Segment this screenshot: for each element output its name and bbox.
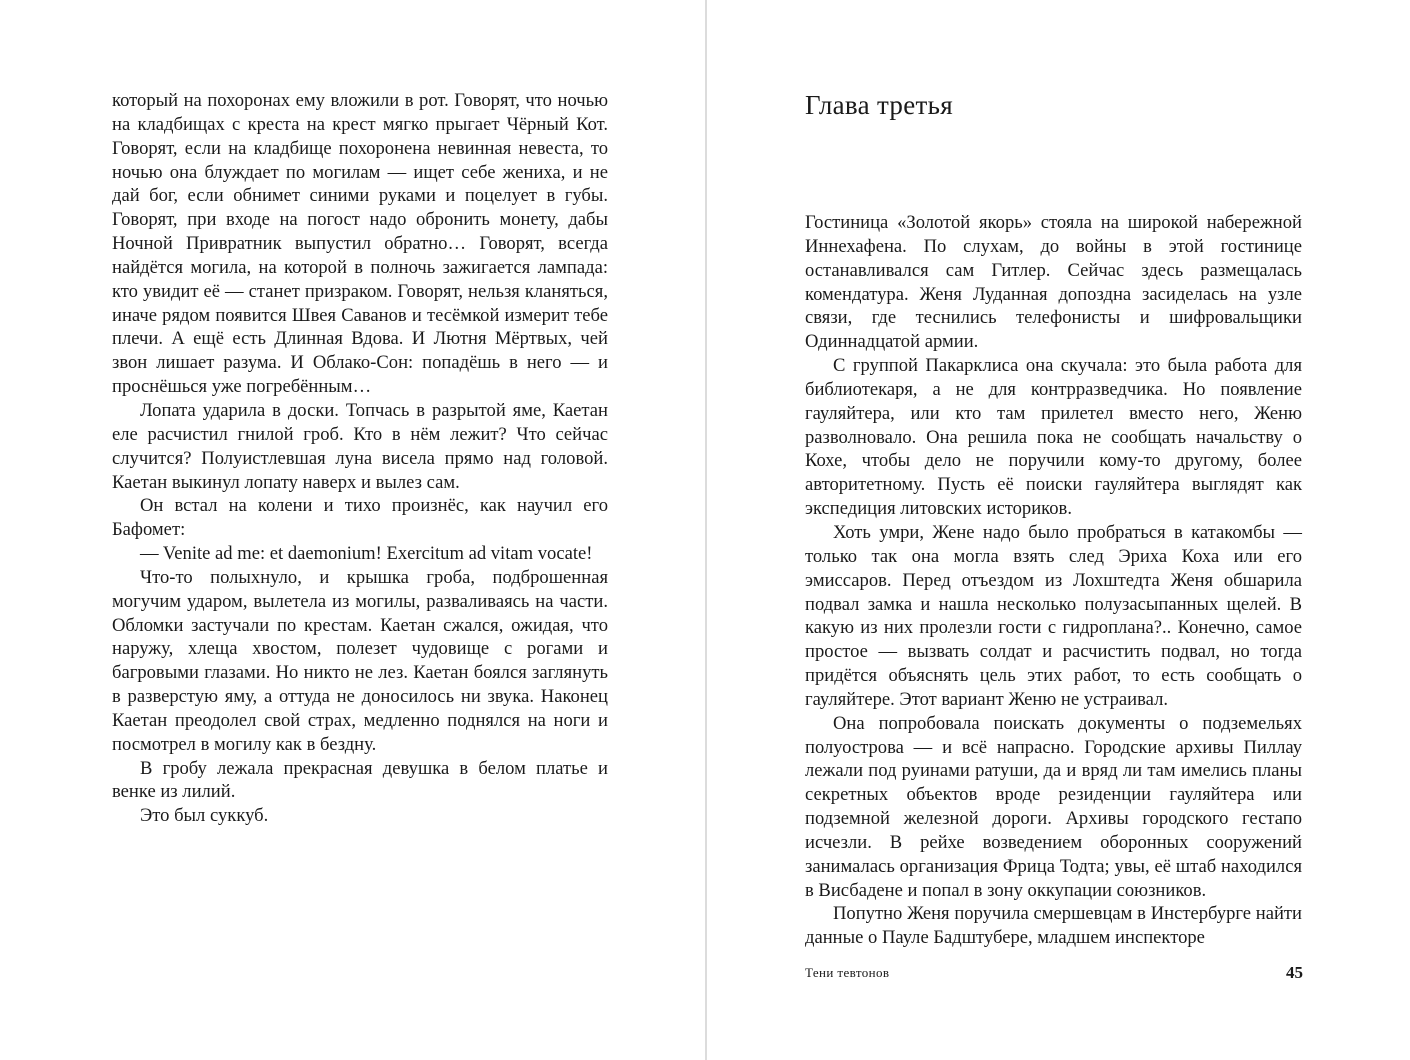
paragraph: — Venite ad me: et daemonium! Exercitum ad vitam vocate! xyxy=(140,543,593,565)
paragraph: В гробу лежала прекрасная девушка в белом платье и венке из лилий. xyxy=(112,757,608,803)
paragraph: Что-то полыхнуло, и крышка гроба, подброшенная могучим ударом, вылетела из могилы, разваливаясь на части. Обломки застучали по крестам. Каетан сжался, ожидая, что наружу, хлеща хвостом, полезет чудовище с рогами и багровыми глазами. Но никто не лез. Каетан боялся заглянуть в разверстую яму, а оттуда не доносилось ни звука. Наконец Каетан преодолел свой страх, медленно поднялся на ноги и посмотрел в могилу как в бездну. xyxy=(112,566,608,755)
paragraph: который на похоронах ему вложили в рот. Говорят, что ночью на кладбищах с креста на крест мягко прыгает Чёрный Кот. Говорят, если на кладбище похоронена невинная невеста, то ночью она блуждает по могилам — ищет себе жениха, и не дай бог, если обнимет синими руками и поцелует в губы. Говорят, при входе на погост надо обронить монету, дабы Ночной Привратник выпустил обратно… Говорят, всегда найдётся могила, на которой в полночь зажигается лампада: кто увидит её — станет призраком. Говорят, нельзя кланяться, иначе рядом появится Швея Саванов и тесёмкой измерит тебе плечи. А ещё есть Длинная Вдова. И Лютня Мёртвых, чей звон лишает разума. И Облако-Сон: попадёшь в него — и проснёшься уже погребённым… xyxy=(112,90,608,398)
paragraph: Хоть умри, Жене надо было пробраться в катакомбы — только так она могла взять след Эриха Коха или его эмиссаров. Перед отъездом из Лохштедта Женя обшарила подвал замка и нашла несколько полузасыпанных щелей. В какую из них пролезли гости с гидроплана?.. Конечно, самое простое — вызвать солдат и расчистить подвал, но тогда придётся объяснять цель этих работ, то есть сообщать о гауляйтере. Этот вариант Женю не устраивал. xyxy=(805,521,1302,710)
running-title: Тени тевтонов xyxy=(805,965,890,980)
paragraph: Гостиница «Золотой якорь» стояла на широкой набережной Иннехафена. По слухам, до войны в этой гостинице останавливался сам Гитлер. Сейчас здесь размещалась комендатура. Женя Луданная допоздна засиделась на узле связи, где теснились телефонисты и шифровальщики Одиннадцатой армии. xyxy=(805,212,1302,353)
paragraph: С группой Пакарклиса она скучала: это была работа для библиотекаря, а не для контрразведчика. Но появление гауляйтера, или кто там прилетел вместо него, Женю разволновало. Она решила пока не сообщать начальству о Кохе, чтобы дело не поручили кому-то другому, более авторитетному. Пусть её поиски гауляйтера выглядят как экспедиция литовских историков. xyxy=(805,355,1302,520)
paragraph: Она попробовала поискать документы о подземельях полуострова — и всё напрасно. Городские архивы Пиллау лежали под руинами ратуши, да и вряд ли там имелись планы секретных объектов вроде резиденции гауляйтера или подземной железной дороги. Архивы городского гестапо исчезли. В рейхе возведением оборонных сооружений занималась организация Фрица Тодта; увы, её штаб находился в Висбадене и попал в зону оккупации союзников. xyxy=(805,712,1302,901)
right-page xyxy=(707,0,1410,1060)
paragraph: Он встал на колени и тихо произнёс, как научил его Бафомет: xyxy=(112,495,608,541)
paragraph: Попутно Женя поручила смершевцам в Инстербурге найти данные о Пауле Бадштубере, младшем инспекторе xyxy=(805,903,1302,949)
left-page-text xyxy=(112,89,608,828)
paragraph: Это был суккуб. xyxy=(140,805,269,827)
page-number: 45 xyxy=(1286,963,1303,982)
right-page-text xyxy=(805,211,1302,950)
paragraph: Лопата ударила в доски. Топчась в разрытой яме, Каетан еле расчистил гнилой гроб. Кто в нём лежит? Что сейчас случится? Полуистлевшая луна висела прямо над головой. Каетан выкинул лопату наверх и вылез сам. xyxy=(112,399,608,493)
chapter-title: Глава третья xyxy=(805,90,953,120)
